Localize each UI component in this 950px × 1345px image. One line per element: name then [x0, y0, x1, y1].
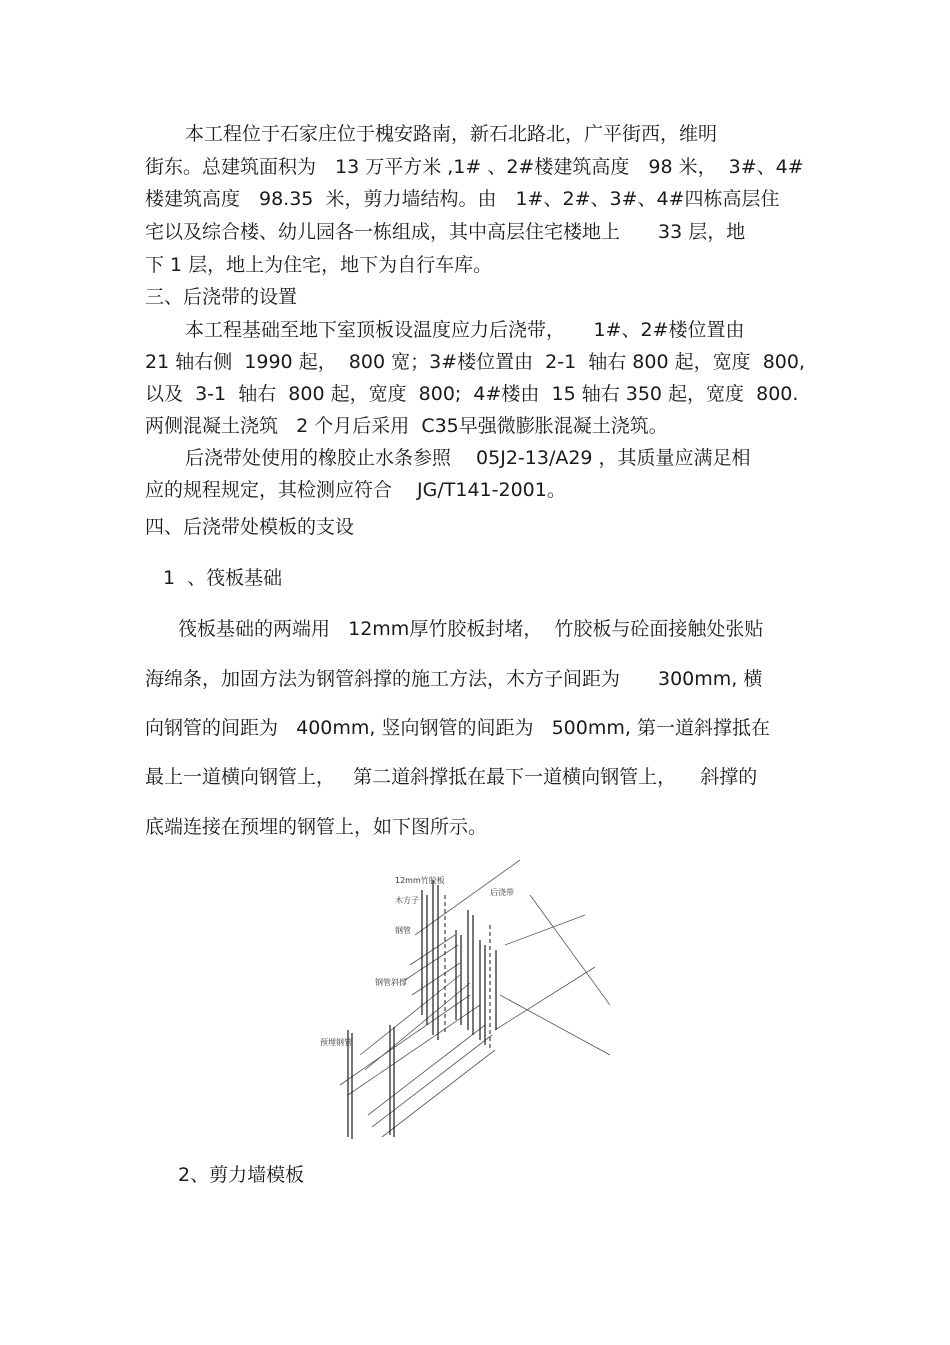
label-embedded-pipe: 预埋钢管 [320, 1038, 352, 1047]
section-heading: 三、后浇带的设置 [145, 286, 298, 308]
para-line: 21 轴右侧 1990 起， 800 宽；3#楼位置由 2-1 轴右 800 起，宽度 800, [145, 351, 806, 373]
para-line: 本工程基础至地下室顶板设温度应力后浇带， 1#、2#楼位置由 [185, 319, 745, 341]
subsection-heading: 2、剪力墙模板 [178, 1164, 305, 1186]
para-line: 宅以及综合楼、幼儿园各一栋组成，其中高层住宅楼地上 33 层，地 [145, 221, 746, 243]
brace-line [365, 983, 470, 1070]
brace-line [348, 1005, 480, 1095]
para-line: 以及 3-1 轴右 800 起，宽度 800; 4#楼由 15 轴右 350 起，宽度 800. [145, 383, 799, 405]
para-line: 筏板基础的两端用 12mm厚竹胶板封堵， 竹胶板与砼面接触处张贴 [178, 618, 764, 640]
label-post-pour: 后浇带 [490, 888, 514, 897]
diagonal-line [505, 915, 585, 945]
para-line: 后浇带处使用的橡胶止水条参照 05J2-13/A29 ，其质量应满足相 [185, 447, 751, 469]
diagonal-line [530, 895, 610, 1005]
para-line: 楼建筑高度 98.35 米，剪力墙结构。由 1#、2#、3#、4#四栋高层住 [145, 188, 780, 210]
label-timber: 木方子 [395, 896, 419, 905]
brace-line [368, 1025, 485, 1115]
para-line: 向钢管的间距为 400mm, 竖向钢管的间距为 500mm, 第一道斜撑抵在 [145, 717, 770, 739]
brace-line [340, 995, 470, 1085]
para-line: 街东。总建筑面积为 13 万平方米 ,1# 、2#楼建筑高度 98 米， 3#、4# [145, 156, 804, 178]
subsection-heading: 1 、筏板基础 [163, 567, 283, 589]
formwork-diagram-svg [320, 855, 610, 1145]
para-line: 海绵条，加固方法为钢管斜撑的施工方法，木方子间距为 300mm, 横 [145, 668, 763, 690]
brace-line [382, 1050, 495, 1137]
diagonal-line [500, 995, 610, 1055]
para-line: 下 1 层，地上为住宅，地下为自行车库。 [145, 254, 493, 276]
para-line: 最上一道横向钢管上， 第二道斜撑抵在最下一道横向钢管上， 斜撑的 [145, 766, 758, 788]
diagonal-line [495, 967, 595, 1030]
para-line: 应的规程规定，其检测应符合 JG/T141-2001。 [145, 479, 566, 501]
section-heading: 四、后浇带处模板的支设 [145, 516, 355, 538]
label-pipe: 钢管 [395, 926, 411, 935]
brace-line [412, 963, 460, 995]
para-line: 两侧混凝土浇筑 2 个月后采用 C35早强微膨胀混凝土浇筑。 [145, 415, 668, 437]
formwork-diagram [320, 855, 610, 1145]
para-line: 底端连接在预埋的钢管上，如下图所示。 [145, 816, 488, 838]
label-brace: 钢管斜撑 [375, 978, 407, 987]
para-line: 本工程位于石家庄位于槐安路南，新石北路北，广平街西，维明 [185, 123, 718, 145]
label-plywood: 12mm竹胶板 [395, 876, 445, 885]
